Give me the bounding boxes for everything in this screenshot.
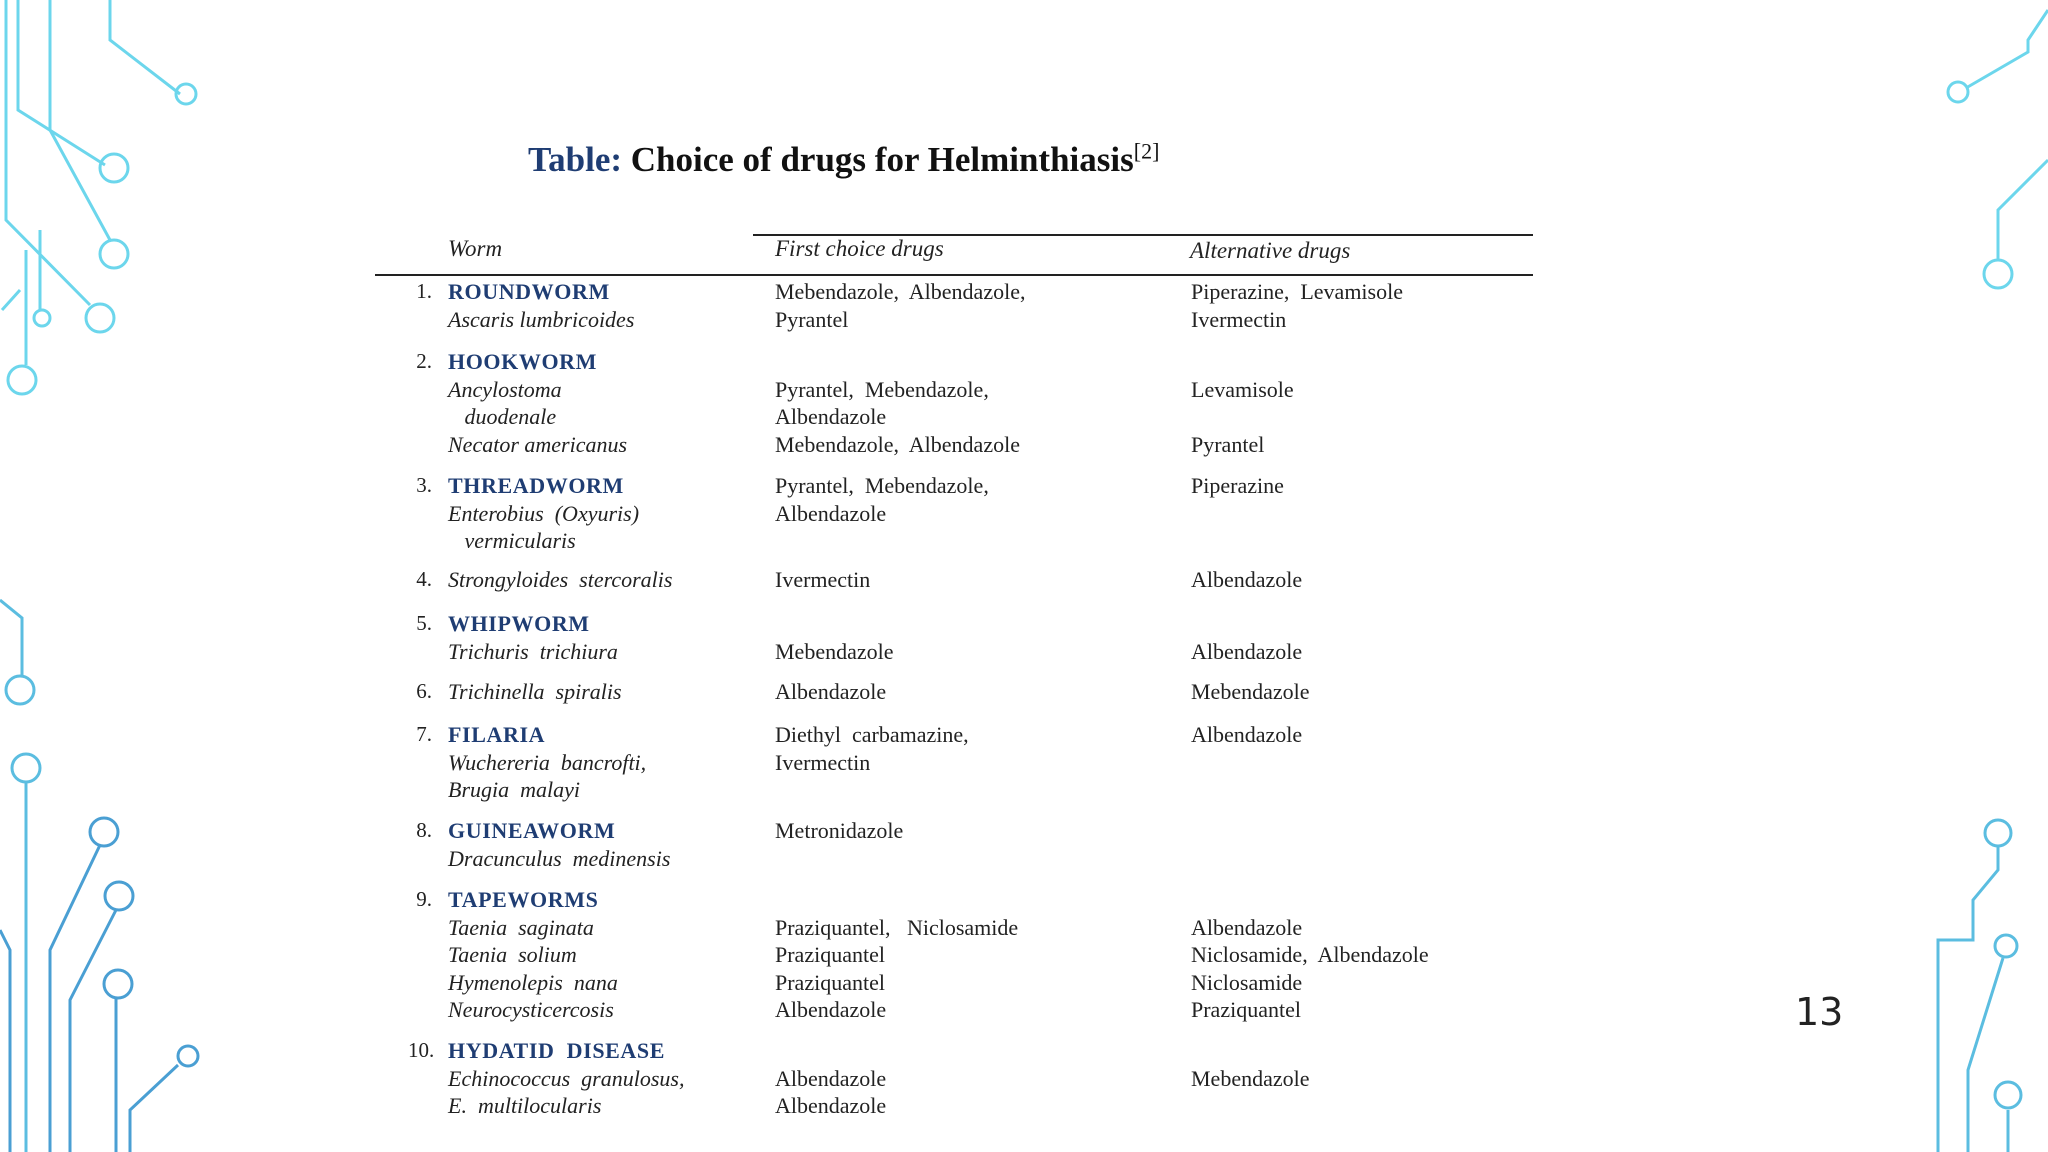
worm-species-name: Ascaris lumbricoides (448, 306, 635, 332)
worm-species-name: Enterobius (Oxyuris) (448, 500, 640, 526)
worm-species-name: Wuchereria bancrofti, (448, 749, 647, 775)
first-choice-drugs: Diethyl carbamazine, Ivermectin (775, 722, 969, 775)
first-choice-drugs: Mebendazole, Albendazole, Pyrantel (775, 279, 1026, 332)
alternative-drugs: Piperazine, Levamisole Ivermectin (1191, 279, 1403, 332)
circuit-decoration-left (0, 0, 220, 1152)
alternative-drugs: Albendazole Niclosamide, Albendazole Niclosamide Praziquantel (1191, 914, 1429, 1022)
worm-species-name: duodenale (448, 404, 557, 429)
circuit-decoration-right (1898, 0, 2048, 1152)
worm-common-name: WHIPWORM (448, 611, 590, 636)
worm-species-name: Taenia saginata (448, 914, 594, 940)
header-first-choice: First choice drugs (775, 236, 944, 261)
worm-species-name: Echinococcus granulosus, (448, 1065, 685, 1091)
table-title (528, 140, 1159, 180)
worm-common-name: GUINEAWORM (448, 818, 616, 843)
worm-species-name: Ancylostoma (448, 376, 562, 402)
worm-species-name: Taenia solium (448, 942, 577, 967)
row-number: 8. (416, 818, 432, 842)
alternative-drugs: Mebendazole (1191, 1065, 1310, 1091)
title-label: Table: (528, 140, 623, 179)
table-header-rule (375, 274, 1533, 276)
worm-common-name: THREADWORM (448, 473, 624, 498)
worm-common-name: HOOKWORM (448, 349, 598, 374)
row-number: 5. (416, 611, 432, 635)
worm-species-name: Hymenolepis nana (448, 969, 618, 995)
alternative-drugs: Albendazole (1191, 722, 1303, 747)
worm-species-name: Necator americanus (448, 431, 628, 457)
first-choice-drugs: Pyrantel, Mebendazole, Albendazole Mebendazole, Albendazole (775, 376, 1020, 457)
worm-common-name: TAPEWORMS (448, 887, 599, 912)
worm-species-name: Dracunculus medinensis (448, 845, 671, 871)
worm-species-name: E. multilocularis (448, 1093, 602, 1118)
worm-species-name: Brugia malayi (448, 777, 580, 802)
first-choice-drugs: Ivermectin (775, 567, 871, 592)
worm-common-name: ROUNDWORM (448, 279, 610, 304)
title-reference: [2] (1133, 138, 1160, 164)
first-choice-drugs: Albendazole (775, 679, 887, 704)
alternative-drugs: Piperazine (1191, 473, 1284, 498)
first-choice-drugs: Albendazole Albendazole (775, 1065, 887, 1118)
worm-species-name: Neurocysticercosis (448, 997, 614, 1022)
first-choice-drugs: Metronidazole (775, 818, 904, 843)
header-alternative: Alternative drugs (1190, 238, 1351, 263)
title-text: Choice of drugs for Helminthiasis (630, 140, 1134, 179)
alternative-drugs: Albendazole (1191, 638, 1303, 664)
row-number: 2. (416, 349, 432, 373)
alternative-drugs: Albendazole (1191, 567, 1303, 592)
row-number: 4. (416, 567, 432, 591)
worm-species-name: Trichuris trichiura (448, 638, 618, 664)
alternative-drugs: Mebendazole (1191, 679, 1310, 704)
worm-species-name: Strongyloides stercoralis (448, 567, 673, 592)
alternative-drugs: Levamisole Pyrantel (1191, 376, 1294, 457)
row-number: 1. (416, 279, 432, 303)
row-number: 10. (408, 1038, 435, 1062)
first-choice-drugs: Pyrantel, Mebendazole, Albendazole (775, 473, 989, 526)
first-choice-drugs: Mebendazole (775, 638, 894, 664)
worm-common-name: FILARIA (448, 722, 546, 747)
page-number: 13 (1795, 990, 1844, 1034)
header-worm: Worm (448, 236, 503, 261)
worm-common-name: HYDATID DISEASE (448, 1038, 666, 1063)
row-number: 6. (416, 679, 432, 703)
worm-species-name: vermicularis (448, 528, 576, 553)
worm-species-name: Trichinella spiralis (448, 679, 622, 704)
row-number: 9. (416, 887, 432, 911)
first-choice-drugs: Praziquantel, Niclosamide Praziquantel Praziquantel Albendazole (775, 914, 1019, 1022)
row-number: 7. (416, 722, 432, 746)
row-number: 3. (416, 473, 432, 497)
